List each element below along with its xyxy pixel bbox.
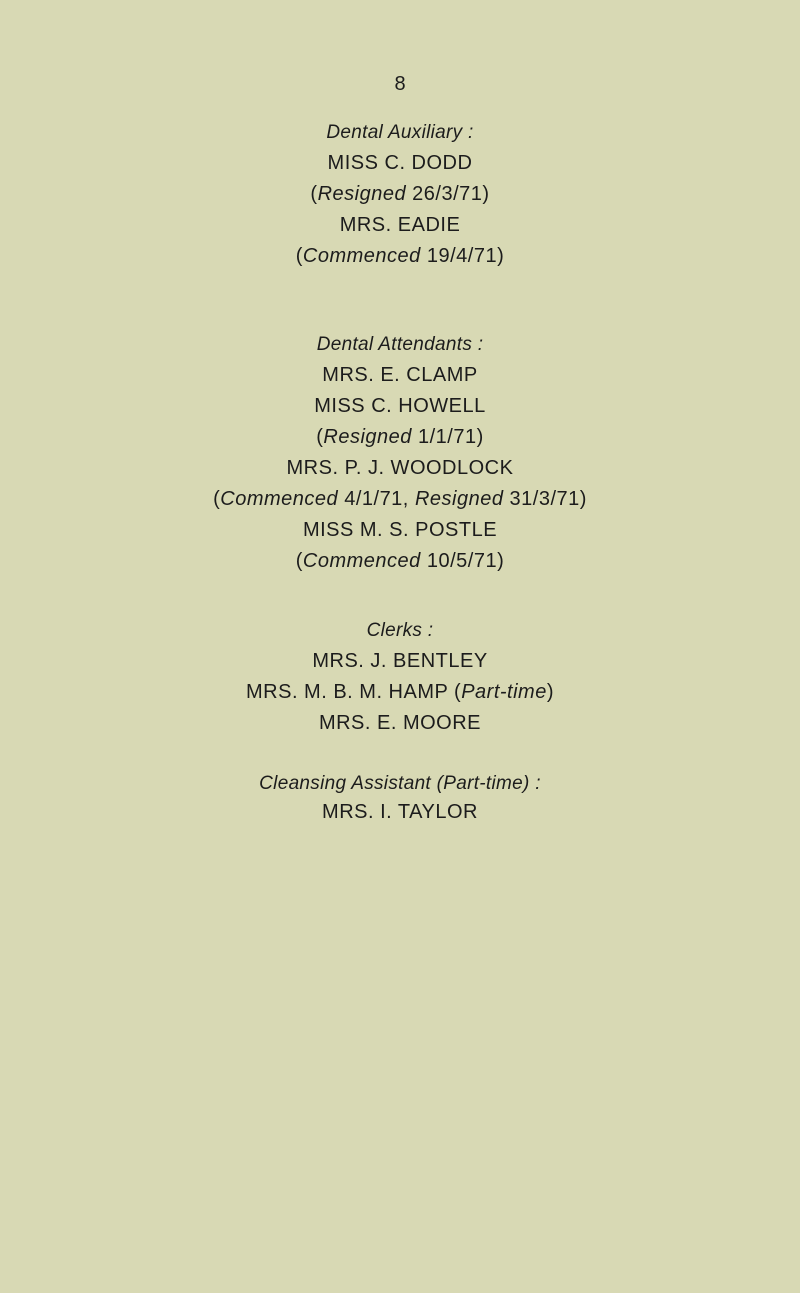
staff-note: (Resigned 1/1/71) [316, 426, 484, 448]
staff-name: MRS. E. MOORE [318, 712, 482, 734]
staff-name: MRS. E. CLAMP [322, 364, 478, 386]
staff-name: MISS C. HOWELL [314, 395, 486, 417]
section-heading: Dental Auxiliary : [326, 122, 474, 143]
section-dental-auxiliary [0, 117, 800, 272]
staff-name: MRS. P. J. WOODLOCK [286, 457, 514, 479]
staff-note: (Commenced 4/1/71, Resigned 31/3/71) [213, 488, 587, 510]
page-number: 8 [394, 73, 406, 95]
staff-name: MISS C. DODD [327, 152, 473, 174]
staff-note: (Commenced 10/5/71) [295, 550, 505, 572]
staff-name-qualified: MRS. M. B. M. HAMP (Part-time) [246, 681, 554, 703]
staff-name: MRS. EADIE [339, 214, 461, 236]
section-clerks [0, 615, 800, 739]
section-cleansing-assistant [0, 768, 800, 825]
staff-name: MRS. J. BENTLEY [312, 650, 488, 672]
section-heading: Cleansing Assistant (Part-time) : [259, 773, 541, 794]
staff-name: MRS. I. TAYLOR [322, 801, 478, 823]
staff-note: (Commenced 19/4/71) [295, 245, 505, 267]
staff-note: (Resigned 26/3/71) [310, 183, 490, 205]
staff-name: MISS M. S. POSTLE [302, 519, 498, 541]
section-heading: Clerks : [366, 620, 434, 641]
section-dental-attendants [0, 329, 800, 577]
section-heading: Dental Attendants : [316, 334, 484, 355]
